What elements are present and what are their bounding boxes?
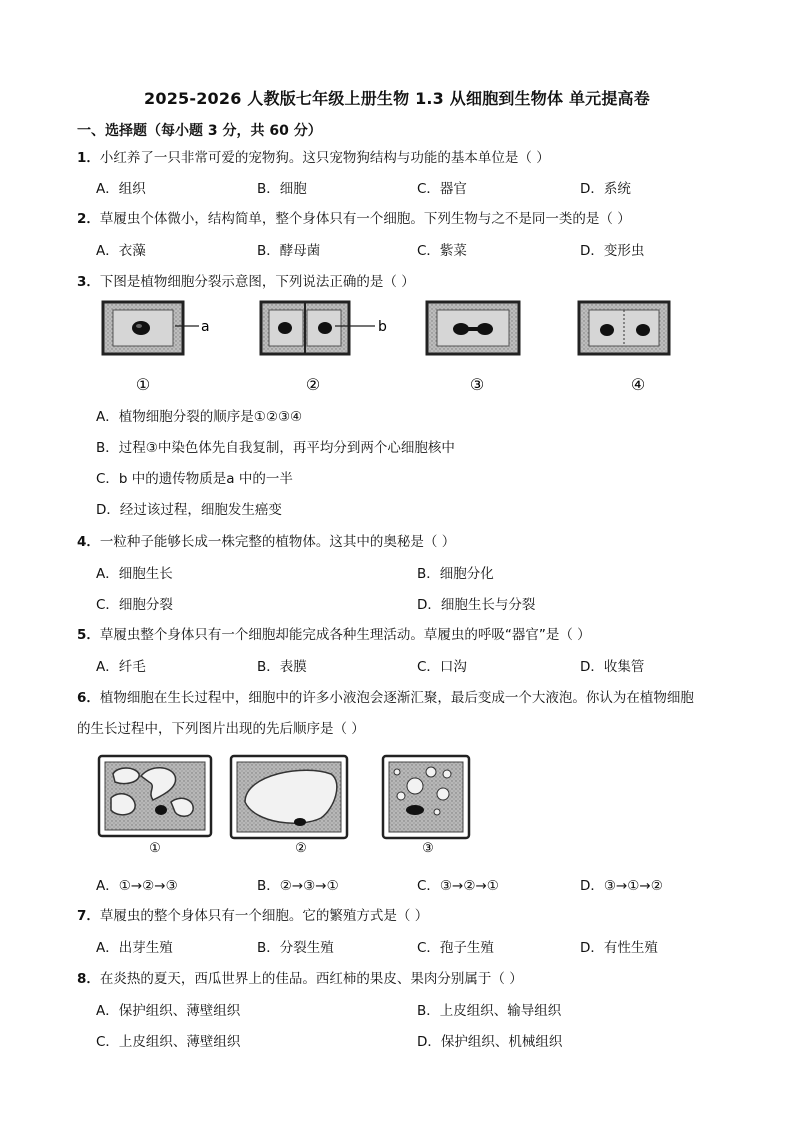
option-c: C．紫菜 (417, 243, 467, 259)
option-b: B．上皮组织、输导组织 (417, 1003, 562, 1019)
question-6 (77, 686, 694, 706)
question-7 (77, 904, 428, 924)
option-b: B．细胞分化 (417, 566, 494, 582)
option-d: D．系统 (580, 181, 631, 197)
option-b: B．过程③中染色体先自我复制，再平均分到两个心细胞核中 (96, 440, 455, 456)
option-c: C．孢子生殖 (417, 940, 494, 956)
question-number: 8． (77, 971, 100, 987)
cell-stage-3 (427, 302, 519, 354)
figure-label-2: ② (305, 375, 321, 394)
option-b: B．②→③→① (257, 878, 339, 894)
vacuole-label-1: ① (149, 841, 161, 856)
vacuole-cell-3 (383, 756, 469, 838)
option-d: D．有性生殖 (580, 940, 658, 956)
question-stem: 小红养了一只非常可爱的宠物狗。这只宠物狗结构与功能的基本单位是（ ） (99, 150, 550, 166)
option-d: D．细胞生长与分裂 (417, 597, 536, 613)
marker-b: b (378, 319, 387, 335)
option-c: C．口沟 (417, 659, 467, 675)
question-number: 6． (77, 690, 100, 706)
cell-stage-4 (579, 302, 669, 354)
option-b: B．表膜 (257, 659, 307, 675)
question-number: 2． (77, 211, 100, 227)
option-d: D．经过该过程，细胞发生癌变 (96, 502, 282, 518)
vacuole-cell-2 (231, 756, 347, 838)
question-stem: 下图是植物细胞分裂示意图，下列说法正确的是（ ） (99, 274, 415, 290)
option-c: C．细胞分裂 (96, 597, 173, 613)
option-b: B．细胞 (257, 181, 307, 197)
option-a: A．①→②→③ (96, 878, 178, 894)
question-3 (77, 270, 415, 290)
question-number: 7． (77, 908, 100, 924)
option-d: D．收集管 (580, 659, 645, 675)
cell-division-figure (95, 296, 675, 396)
option-c: C．上皮组织、薄壁组织 (96, 1034, 241, 1050)
question-stem: 在炎热的夏天，西瓜世界上的佳品。西红柿的果皮、果肉分别属于（ ） (99, 971, 523, 987)
figure-label-4: ④ (630, 375, 646, 394)
option-b: B．酵母菌 (257, 243, 321, 259)
figure-label-3: ③ (469, 375, 485, 394)
cell-stage-2 (261, 302, 375, 354)
question-stem: 草履虫整个身体只有一个细胞却能完成各种生理活动。草履虫的呼吸“器官”是（ ） (99, 627, 591, 643)
question-stem: 一粒种子能够长成一株完整的植物体。这其中的奥秘是（ ） (99, 534, 456, 550)
option-d: D．变形虫 (580, 243, 645, 259)
page-title: 2025-2026 人教版七年级上册生物 1.3 从细胞到生物体 单元提高卷 (144, 89, 650, 108)
question-number: 4． (77, 534, 100, 550)
cell-stage-1 (103, 302, 199, 354)
question-6-continued: 的生长过程中，下列图片出现的先后顺序是（ ） (77, 721, 365, 737)
question-1 (77, 146, 550, 166)
option-a: A．植物细胞分裂的顺序是①②③④ (96, 409, 303, 425)
vacuole-cell-1 (99, 756, 211, 836)
option-a: A．出芽生殖 (96, 940, 173, 956)
section-heading: 一、选择题（每小题 3 分，共 60 分） (77, 123, 322, 139)
question-stem: 草履虫的整个身体只有一个细胞。它的繁殖方式是（ ） (99, 908, 429, 924)
vacuole-label-2: ② (295, 841, 307, 856)
option-c: C．b 中的遗传物质是a 中的一半 (96, 471, 293, 487)
question-8 (77, 967, 523, 987)
question-number: 1． (77, 150, 100, 166)
vacuole-label-3: ③ (422, 841, 434, 856)
option-b: B．分裂生殖 (257, 940, 334, 956)
option-a: A．衣藻 (96, 243, 146, 259)
option-d: D．③→①→② (580, 878, 663, 894)
question-stem: 草履虫个体微小，结构简单，整个身体只有一个细胞。下列生物与之不是同一类的是（ ） (99, 211, 631, 227)
question-number: 5． (77, 627, 100, 643)
option-a: A．组织 (96, 181, 146, 197)
vacuole-growth-figure (95, 752, 475, 857)
option-a: A．保护组织、薄壁组织 (96, 1003, 241, 1019)
option-c: C．③→②→① (417, 878, 499, 894)
figure-label-1: ① (135, 375, 151, 394)
question-5 (77, 623, 591, 643)
question-4 (77, 530, 455, 550)
option-d: D．保护组织、机械组织 (417, 1034, 563, 1050)
question-number: 3． (77, 274, 100, 290)
question-stem: 植物细胞在生长过程中，细胞中的许多小液泡会逐渐汇聚，最后变成一个大液泡。你认为在植物细胞 (99, 690, 694, 706)
question-2 (77, 207, 631, 227)
option-c: C．器官 (417, 181, 467, 197)
option-a: A．纤毛 (96, 659, 146, 675)
marker-a: a (201, 319, 210, 335)
option-a: A．细胞生长 (96, 566, 173, 582)
